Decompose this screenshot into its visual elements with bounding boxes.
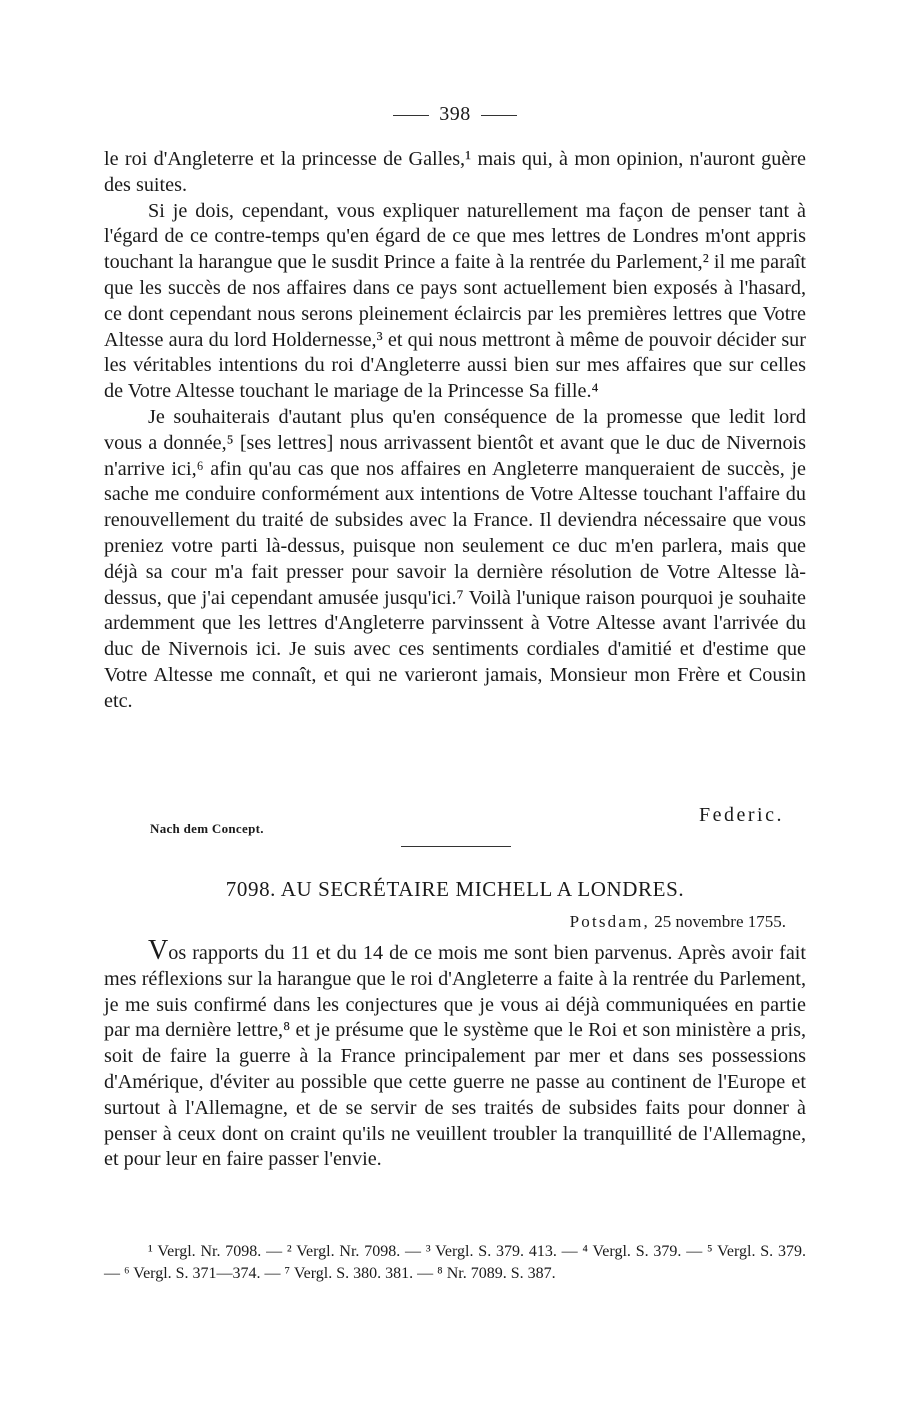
page-number-header (104, 103, 806, 126)
header-dash-right (481, 115, 517, 116)
header-dash-left (393, 115, 429, 116)
date: 25 novembre 1755. (654, 912, 786, 931)
place: Potsdam, (569, 912, 651, 931)
footnotes (104, 1241, 806, 1285)
letter-continuation (104, 147, 806, 715)
page-number: 398 (439, 103, 471, 125)
letter-paragraph-2: Si je dois, cependant, vous expliquer naturellement ma façon de penser tant à l'égard de ce contre-temps qu'en égard de ce que mes lettres de Londres m'ont appris touchant la harangue que le susdit Prince a faite à la rentrée du Parlement,² il me paraît que les succès de nos affaires dans ce pays sont actuellement bien exposés à l'hasard, ce dont cependant nous serons pleinement éclaircis par les premières lettres que Votre Altesse aura du lord Holdernesse,³ et qui nous mettront à même de pouvoir décider sur les véritables intentions du roi d'Angleterre aussi bien sur mes affaires que sur celles de Votre Altesse touchant le mariage de la Princesse Sa fille.⁴ (104, 199, 806, 403)
book-page (104, 0, 806, 1404)
footnote-text: ¹ Vergl. Nr. 7098. — ² Vergl. Nr. 7098. — ³ Vergl. S. 379. 413. — ⁴ Vergl. S. 379. — ⁵ Vergl. S. 379. — ⁶ Vergl. S. 371—374. — ⁷ Vergl. S. 380. 381. — ⁸ Nr. 7089. S. 387. (104, 1243, 806, 1282)
document-heading: 7098. AU SECRÉTAIRE MICHELL A LONDRES. (225, 877, 685, 901)
document-paragraph (104, 935, 806, 1173)
section-separator (401, 846, 511, 847)
source-note: Nach dem Concept. (150, 821, 264, 836)
document-body (104, 935, 806, 1173)
letter-paragraph-1: le roi d'Angleterre et la princesse de Galles,¹ mais qui, à mon opinion, n'auront guère des suites. (104, 148, 806, 196)
place-date-line (570, 912, 786, 932)
dropcap-letter: V (148, 935, 169, 966)
document-paragraph-text: os rapports du 11 et du 14 de ce mois me sont bien parvenus. Après avoir fait mes réflexions sur la harangue que le roi d'Angleterre a faite à la rentrée du Parlement, je me suis confirmé dans les conjectures que je vous ai déjà communiquées en partie par ma dernière lettre,⁸ et je présume que le système que le Roi et son ministère a pris, soit de faire la guerre à la France principalement par mer et dans ses possessions d'Amérique, d'éviter au possible que cette guerre ne passe au continent de l'Europe et surtout à l'Allemagne, et de se servir de ses traités de subsides faits pour donner à penser à ceux dont on craint qu'ils ne veuillent troubler la tranquillité de l'Allemagne, et pour leur en faire passer l'envie. (104, 942, 806, 1171)
signature: Federic. (699, 804, 784, 826)
letter-paragraph-3: Je souhaiterais d'autant plus qu'en conséquence de la promesse que ledit lord vous a donnée,⁵ [ses lettres] nous arrivassent bientôt et avant que le duc de Nivernois n'arrive ici,⁶ afin qu'au cas que nos affaires en Angleterre manqueraient de succès, je sache me conduire conformément aux intentions de Votre Altesse touchant l'affaire du renouvellement du traité de subsides avec la France. Il deviendra nécessaire que vous preniez votre parti là-dessus, puisque non seulement ce duc m'en parlera, mais que déjà sa cour m'a fait presser pour savoir la dernière résolution de Votre Altesse là-dessus, que j'ai cependant amusée jusqu'ici.⁷ Voilà l'unique raison pourquoi je souhaite ardemment que les lettres d'Angleterre parvinssent à Votre Altesse avant l'arrivée du duc de Nivernois ici. Je suis avec ces sentiments cordiales d'amitié et d'estime que Votre Altesse me connaît, et qui ne varieront jamais, Monsieur mon Frère et Cousin etc. (104, 405, 806, 712)
